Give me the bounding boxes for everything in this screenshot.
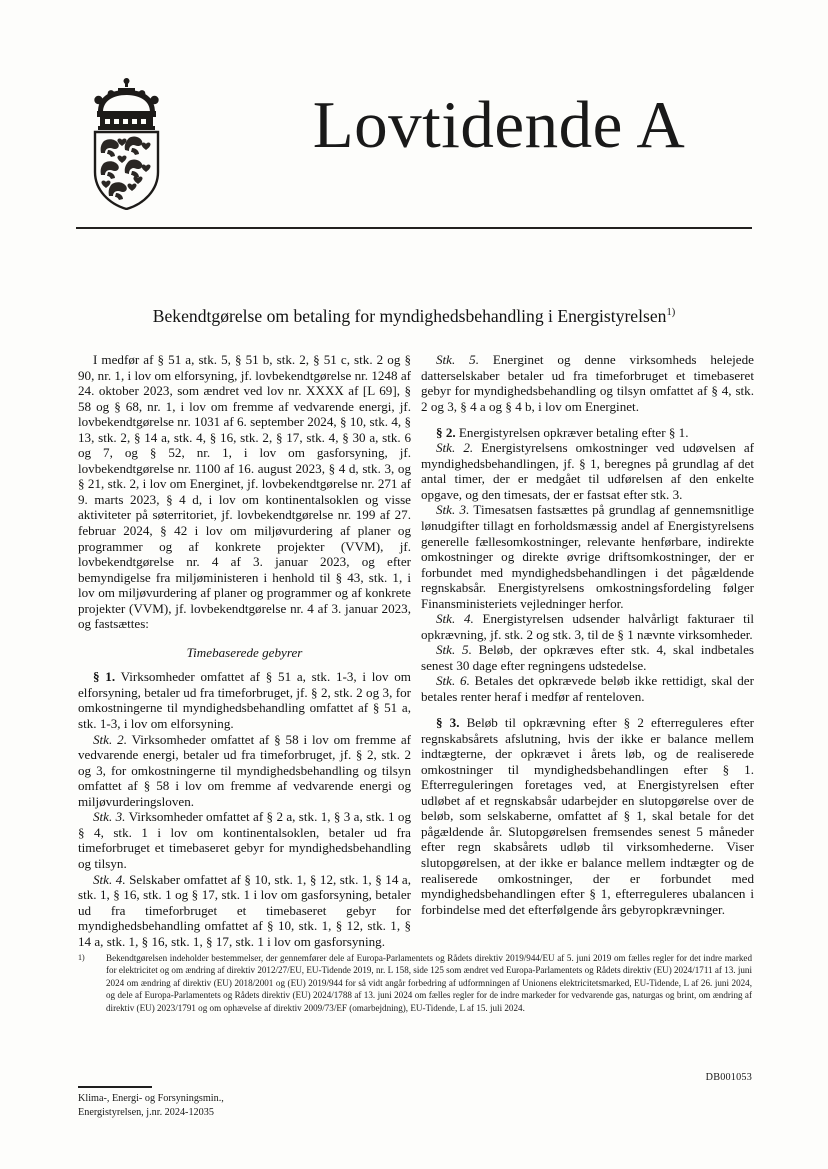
paragraph-2-text: Energistyrelsen opkræver betaling efter § 1. [455, 424, 689, 440]
paragraph-2-stk-6 [421, 673, 754, 704]
paragraph-2-stk-6-text: Betales det opkrævede beløb ikke rettidigt, skal der betales renter heraf i medfør af renteloven. [421, 673, 754, 704]
paragraph-1-stk-4-label: Stk. 4. [93, 871, 126, 887]
paragraph-2-stk-4-label: Stk. 4. [436, 611, 474, 627]
page-title-text: Bekendtgørelse om betaling for myndighedsbehandling i Energistyrelsen [152, 306, 667, 326]
paragraph-2-stk-6-label: Stk. 6. [436, 673, 470, 689]
footnote-text: Bekendtgørelsen indeholder bestemmelser, der gennemfører dele af Europa-Parlamentets og Rådets direktiv 2019/944/EU af 5. juni 2019 om fælles regler for det indre marked for elektricitet og om ændring af direktiv 2012/27/EU, EU-Tidende 2019, nr. L 158, side 125 som ændret ved Europa-Parlamentets og Rådets direktiv (EU) 2024/1711 af 13. juni 2024 om ændring af direktiv (EU) 2018/2001 og (EU) 2019/944 for så vidt angår forbedring af udformningen af Unionens elektricitetsmarked, EU-Tidende, L af 26. juni 2024, og dele af Europa-Parlamentets og Rådets direktiv (EU) 2024/1788 af 13. juni 2024 om fælles regler for de indre markeder for vedvarende gas, naturgas og brint, om ændring af direktiv (EU) 2023/1791 og om ophævelse af direktiv 2009/73/EF (omarbejdning), EU-Tidende, L af 15. juli 2024. [106, 953, 752, 1013]
text-column-left [78, 352, 411, 949]
danish-royal-coat-of-arms-icon [84, 78, 170, 210]
paragraph-2-stk-3-label: Stk. 3. [436, 502, 470, 518]
imprint-line-2: Energistyrelsen, j.nr. 2024-12035 [78, 1106, 214, 1118]
paragraph-2 [421, 425, 754, 441]
publication-title: Lovtidende A [312, 88, 686, 162]
paragraph-1-stk-3-text: Virksomheder omfattet af § 2 a, stk. 1, § 3 a, stk. 1 og § 4, stk. 1 i lov om kontinentalsoklen, betaler ud fra timeforbruget et timebaseret gebyr for myndighedsbehandling og tilsyn. [78, 809, 411, 871]
paragraph-2-stk-2-label: Stk. 2. [436, 440, 474, 456]
paragraph-1-stk-2-label: Stk. 2. [93, 731, 127, 747]
page-title [76, 306, 752, 328]
paragraph-2-stk-3 [421, 502, 754, 611]
paragraph-2-label: § 2. [436, 424, 456, 440]
document-id: DB001053 [705, 1072, 752, 1083]
imprint-line-1: Klima-, Energi- og Forsyningsmin., [78, 1093, 224, 1104]
paragraph-1-stk-5-text: Energinet og denne virksomheds helejede datterselskaber betaler ud fra timeforbruget et timebaseret gebyr for myndighedsbehandling og tilsyn omfattet af § 4, stk. 2 og 3, § 4 a og § 4 b, i lov om Energinet. [421, 352, 754, 414]
paragraph-1-stk-4 [78, 872, 411, 950]
paragraph-2-stk-2 [421, 440, 754, 502]
paragraph-1-text: Virksomheder omfattet af § 51 a, stk. 1-3, i lov om elforsyning, betaler ud fra timeforbruget, jf. § 2, stk. 2 og 3, for omkostningerne til myndighedsbehandling omfattet af § 51 a, stk. 1-3, i lov om elforsyning. [78, 669, 411, 732]
paragraph-1 [78, 669, 411, 731]
preamble-paragraph: I medfør af § 51 a, stk. 5, § 51 b, stk. 2, § 51 c, stk. 2 og § 90, nr. 1, i lov om elforsyning, jf. lovbekendtgørelse nr. 1248 af 24. oktober 2023, som ændret ved lov nr. XXXX af [L 69], § 58 og § 68, nr. 1, i lov om fremme af vedvarende energi, jf. lovbekendtgørelse nr. 1031 af 6. september 2024, § 10, stk. 4, § 13, stk. 2, § 14 a, stk. 4, § 16, stk. 2, § 17, stk. 4, § 30 a, stk. 6 og 7, og § 52, nr. 1, i lov om gasforsyning, jf. lovbekendtgørelse nr. 1100 af 16. august 2023, § 4 d, stk. 3, og § 21, stk. 2, i lov om Energinet, jf. lovbekendtgørelse nr. 271 af 9. marts 2023, § 4 d, i lov om kontinentalsoklen og visse aktiviteter på søterritoriet, jf. lovbekendtgørelse nr. 199 af 27. februar 2024, § 42 i lov om miljøvurdering af planer og programmer og af konkrete projekter (VVM), jf. lovbekendtgørelse nr. 4 af 3. januar 2023, og efter bemyndigelse fra miljøministeren i henhold til § 43, stk. 1, i lov om miljøvurdering af planer og programmer og af konkrete projekter (VVM), jf. lovbekendtgørelse nr. 4 af 3. januar 2023, og fastsættes: [78, 352, 411, 632]
section-heading-timebaserede-gebyrer: Timebaserede gebyrer [186, 644, 303, 660]
footer-divider [78, 1086, 152, 1088]
masthead-divider [76, 227, 752, 229]
text-column-right [421, 352, 754, 917]
paragraph-2-stk-5-label: Stk. 5. [436, 642, 472, 658]
paragraph-2-stk-3-text: Timesatsen fastsættes på grundlag af gennemsnitlige lønudgifter tillagt en forholdsmæssig andel af Energistyrelsens generelle fællesomkostninger, relevante henførbare, indirekte omkostninger og direkte øvrige driftsomkostninger, der er forbundet med myndighedsbehandlingen i det pågældende regnskabsår. Energistyrelsens omkostningsfordeling følger Finansministeriets vejledninger herfor. [421, 502, 754, 611]
paragraph-1-stk-2-text: Virksomheder omfattet af § 58 i lov om fremme af vedvarende energi, betaler ud fra timeforbruget, jf. § 2, stk. 2 og 3, for omkostningerne til myndighedsbehandling og tilsyn omfattet af § 58 i lov om fremme af vedvarende energi og miljøvurderingsloven. [78, 731, 411, 809]
paragraph-1-stk-5-label: Stk. 5. [436, 352, 479, 367]
page-title-footnote-marker: 1) [666, 307, 676, 319]
paragraph-3 [421, 715, 754, 917]
paragraph-2-stk-4 [421, 611, 754, 642]
masthead [76, 74, 752, 214]
paragraph-3-label: § 3. [436, 715, 460, 731]
paragraph-2-stk-4-text: Energistyrelsen udsender halvårligt fakturaer til opkrævning, jf. stk. 2 og stk. 3, til de § 1 nævnte virksomheder. [421, 611, 754, 642]
paragraph-3-text: Beløb til opkrævning efter § 2 efterreguleres efter regnskabsårets afslutning, hvis der ikke er balance mellem indtægterne, der opkrævet i årets løb, og de realiserede omkostninger til myndighedsbehandlingen efter § 1. Efterreguleringen foretages ved, at Energistyrelsen efter udløbet af et regnskabsår udarbejder en slutopgørelse over de beløb, som selskaberne, omfattet af § 1, skal betale for det pågældende år. Slutopgørelsen fremsendes senest 5 måneder efter regn skabsårets udløb til virksomhederne. Viser slutopgørelsen, at der ikke er balance mellem indtægter og de realiserede omkostninger, der er forbundet med myndighedsbehandlingen efter § 1, efterreguleres ubalancen i forbindelse med det efterfølgende års gebyropkrævninger. [421, 715, 754, 917]
paragraph-1-stk-5 [421, 352, 754, 414]
ministry-imprint [78, 1092, 458, 1119]
paragraph-1-stk-2 [78, 732, 411, 810]
footnote-marker: 1) [78, 953, 85, 962]
paragraph-1-label: § 1. [93, 669, 116, 685]
paragraph-2-stk-2-text: Energistyrelsens omkostninger ved udøvelsen af myndighedsbehandlingen, jf. § 1, beregnes på grundlag af det antal timer, der er medgået til udførelsen af den enkelte opgave, og den timesats, der er fastsat efter stk. 3. [421, 440, 754, 502]
paragraph-1-stk-4-text: Selskaber omfattet af § 10, stk. 1, § 12, stk. 1, § 14 a, stk. 1, § 16, stk. 1 og § 17, stk. 1 i lov om gasforsyning, betaler ud fra timeforbruget et timebaseret gebyr for myndighedsbehandling omfattet af § 10, stk. 1, § 12, stk. 1, § 14 a, stk. 1, § 16, stk. 1, § 17, stk. 1 i lov om gasforsyning. [78, 871, 411, 949]
paragraph-2-stk-5 [421, 642, 754, 673]
paragraph-2-stk-5-text: Beløb, der opkræves efter stk. 4, skal indbetales senest 30 dage efter regningens udstedelse. [421, 642, 754, 673]
paragraph-1-stk-3 [78, 809, 411, 871]
footnote-block [78, 952, 752, 1014]
paragraph-1-stk-3-label: Stk. 3. [93, 809, 126, 825]
